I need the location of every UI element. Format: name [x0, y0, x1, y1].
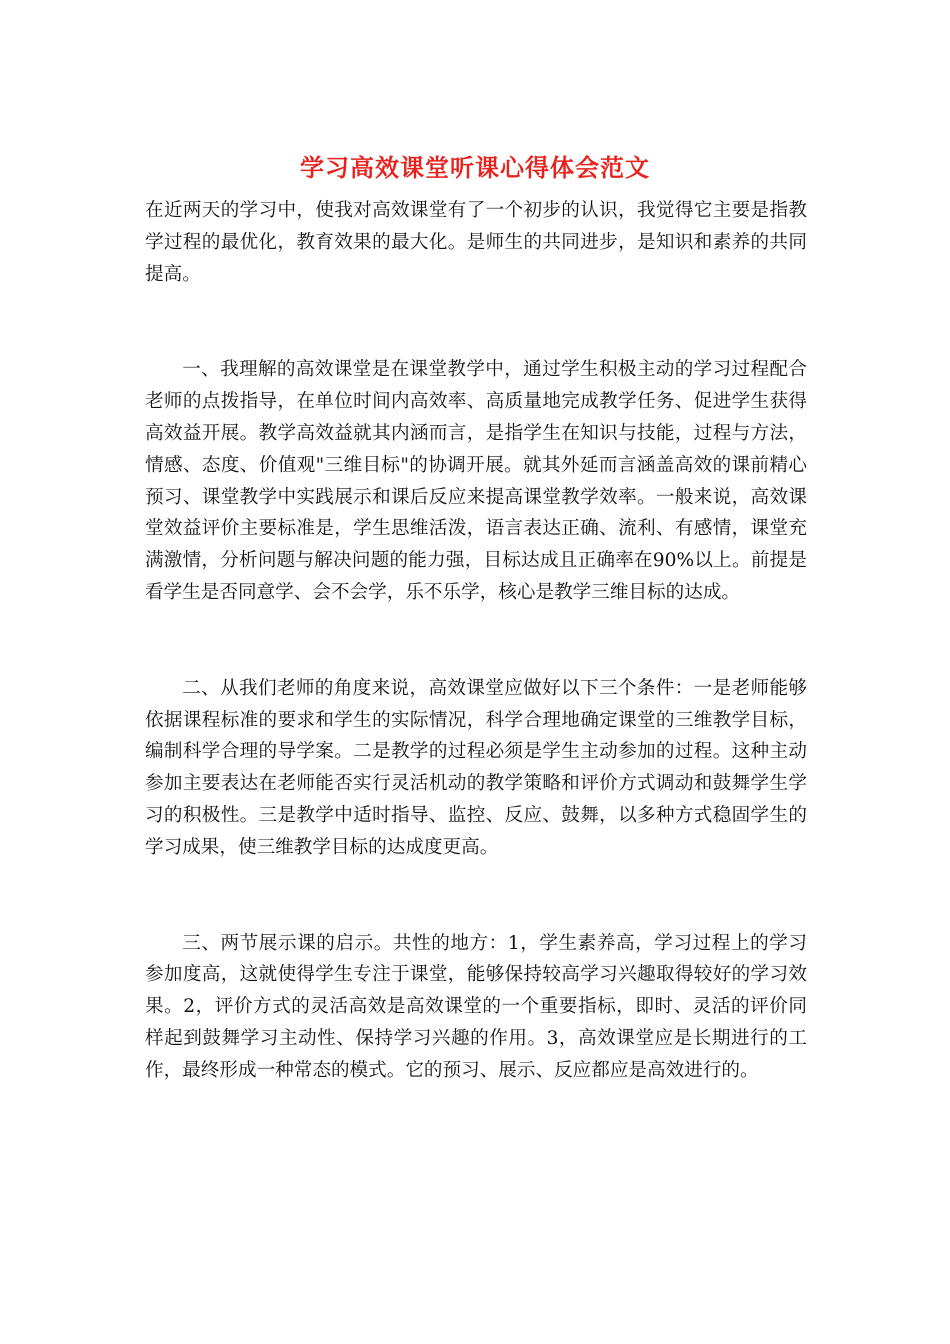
- document-body: [145, 195, 807, 1087]
- paragraph-gap: [145, 864, 807, 928]
- paragraph-gap: [145, 609, 807, 673]
- section-one-paragraph: 一、我理解的高效课堂是在课堂教学中，通过学生积极主动的学习过程配合老师的点拨指导，在单位时间内高效率、高质量地完成教学任务、促进学生获得高效益开展。教学高效益就其内涵而言，是指学生在知识与技能，过程与方法，情感、态度、价值观"三维目标"的协调开展。就其外延而言涵盖高效的课前精心预习、课堂教学中实践展示和课后反应来提高课堂教学效率。一般来说，高效课堂效益评价主要标准是，学生思维活泼，语言表达正确、流利、有感情，课堂充满激情，分析问题与解决问题的能力强，目标达成且正确率在90%以上。前提是看学生是否同意学、会不会学，乐不乐学，核心是教学三维目标的达成。: [145, 359, 807, 603]
- paragraph-gap: [145, 290, 807, 354]
- section-two-paragraph: 二、从我们老师的角度来说，高效课堂应做好以下三个条件：一是老师能够依据课程标准的要求和学生的实际情况，科学合理地确定课堂的三维教学目标，编制科学合理的导学案。二是教学的过程必须是学生主动参加的过程。这种主动参加主要表达在老师能否实行灵活机动的教学策略和评价方式调动和鼓舞学生学习的积极性。三是教学中适时指导、监控、反应、鼓舞，以多种方式稳固学生的学习成果，使三维教学目标的达成度更高。: [145, 677, 807, 858]
- section-three-paragraph: 三、两节展示课的启示。共性的地方：1，学生素养高，学习过程上的学习参加度高，这就使得学生专注于课堂，能够保持较高学习兴趣取得较好的学习效果。2，评价方式的灵活高效是高效课堂的一个重要指标，即时、灵活的评价同样起到鼓舞学习主动性、保持学习兴趣的作用。3，高效课堂应是长期进行的工作，最终形成一种常态的模式。它的预习、展示、反应都应是高效进行的。: [145, 932, 807, 1081]
- intro-paragraph: 在近两天的学习中，使我对高效课堂有了一个初步的认识，我觉得它主要是指教学过程的最优化，教育效果的最大化。是师生的共同进步，是知识和素养的共同提高。: [145, 200, 807, 285]
- document-title: 学习高效课堂听课心得体会范文: [300, 153, 650, 182]
